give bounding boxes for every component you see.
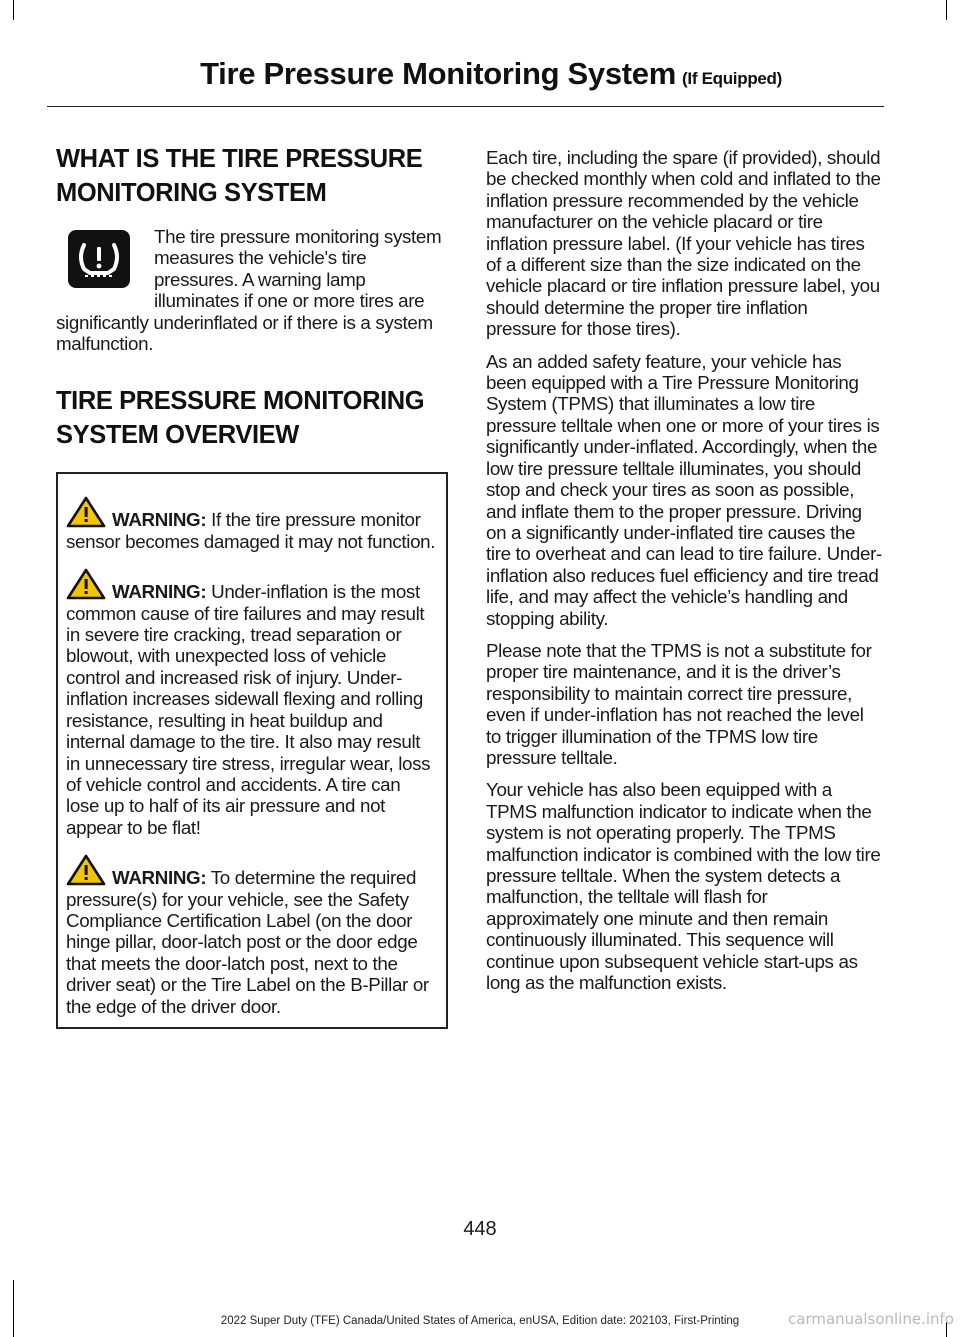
warning-box <box>56 472 448 1029</box>
warning-triangle-icon <box>66 854 112 888</box>
section-heading-what-is: WHAT IS THE TIRE PRESSURE MONITORING SYSTEM <box>56 145 423 207</box>
crop-mark <box>13 0 14 20</box>
right-column <box>486 147 882 1004</box>
warning-item: WARNING: Under-inflation is the most common cause of tire failures and may result in severe tire cracking, tread separation or blowout, with unexpected loss of vehicle control and increased risk of injury. Under-inflation increases sidewall flexing and rolling resistance, resulting in heat buildup and internal damage to the tire. It also may result in unnecessary tire stress, irregular wear, loss of vehicle control and accidents. A tire can lose up to half of its air pressure and not appear to be flat! <box>66 568 438 838</box>
left-column <box>56 142 448 1029</box>
footer-text: 2022 Super Duty (TFE) Canada/United States of America, enUSA, Edition date: 202103, First-Printing <box>220 1315 740 1327</box>
header-title: Tire Pressure Monitoring System <box>200 56 677 91</box>
body-paragraph: As an added safety feature, your vehicle has been equipped with a Tire Pressure Monitoring System (TPMS) that illuminates a low tire pressure telltale when one or more of your tires is significantly under-inflated. Accordingly, when the low tire pressure telltale illuminates, you should stop and check your tires as soon as possible, and inflate them to the proper pressure. Driving on a significantly under-inflated tire causes the tire to overheat and can lead to tire failure. Under-inflation also reduces fuel efficiency and tire tread life, and may affect the vehicle’s handling and stopping ability. <box>486 350 882 629</box>
body-paragraph: Your vehicle has also been equipped with a TPMS malfunction indicator to indicate when the system is not operating properly. The TPMS malfunction indicator is combined with the low tire pressure telltale. When the system detects a malfunction, the telltale will flash for approximately one minute and then remain continuously illuminated. This sequence will continue upon subsequent vehicle start-ups as long as the malfunction exists. <box>486 779 881 994</box>
page-number: 448 <box>463 1218 497 1240</box>
page-header <box>200 56 782 92</box>
tire-pressure-warning-icon <box>68 230 130 288</box>
body-paragraph: Each tire, including the spare (if provided), should be checked monthly when cold and inflated to the inflation pressure recommended by the vehicle manufacturer on the vehicle placard or tire inflation pressure label. (If your vehicle has tires of a different size than the size indicated on the vehicle placard or tire inflation pressure label, you should determine the proper tire inflation pressure for those tires). <box>486 147 881 340</box>
warning-triangle-icon <box>66 568 112 602</box>
intro-text: The tire pressure monitoring system measures the vehicle's tire pressures. A warning lamp illuminates if one or more tires are significantly underinflated or if there is a system malfunction. <box>56 226 442 355</box>
warning-item: WARNING: If the tire pressure monitor sensor becomes damaged it may not function. <box>66 496 438 552</box>
warning-triangle-icon <box>66 496 112 530</box>
body-paragraph: Please note that the TPMS is not a substitute for proper tire maintenance, and it is the driver’s responsibility to maintain correct tire pressure, even if under-inflation has not reached the level to trigger illumination of the TPMS low tire pressure telltale. <box>486 639 872 768</box>
watermark: carmanualsonline.info <box>788 1310 954 1328</box>
header-suffix: (If Equipped) <box>682 69 782 88</box>
crop-mark <box>13 1280 14 1337</box>
intro-block <box>56 226 448 354</box>
header-divider <box>47 106 884 107</box>
warning-item: WARNING: To determine the required pressure(s) for your vehicle, see the Safety Compliance Certification Label (on the door hinge pillar, door-latch post or the door edge that meets the door-latch post, next to the driver seat) or the Tire Label on the B-Pillar or the edge of the driver door. <box>66 854 438 1017</box>
crop-mark <box>946 0 947 20</box>
section-heading-overview: TIRE PRESSURE MONITORING SYSTEM OVERVIEW <box>56 387 425 450</box>
